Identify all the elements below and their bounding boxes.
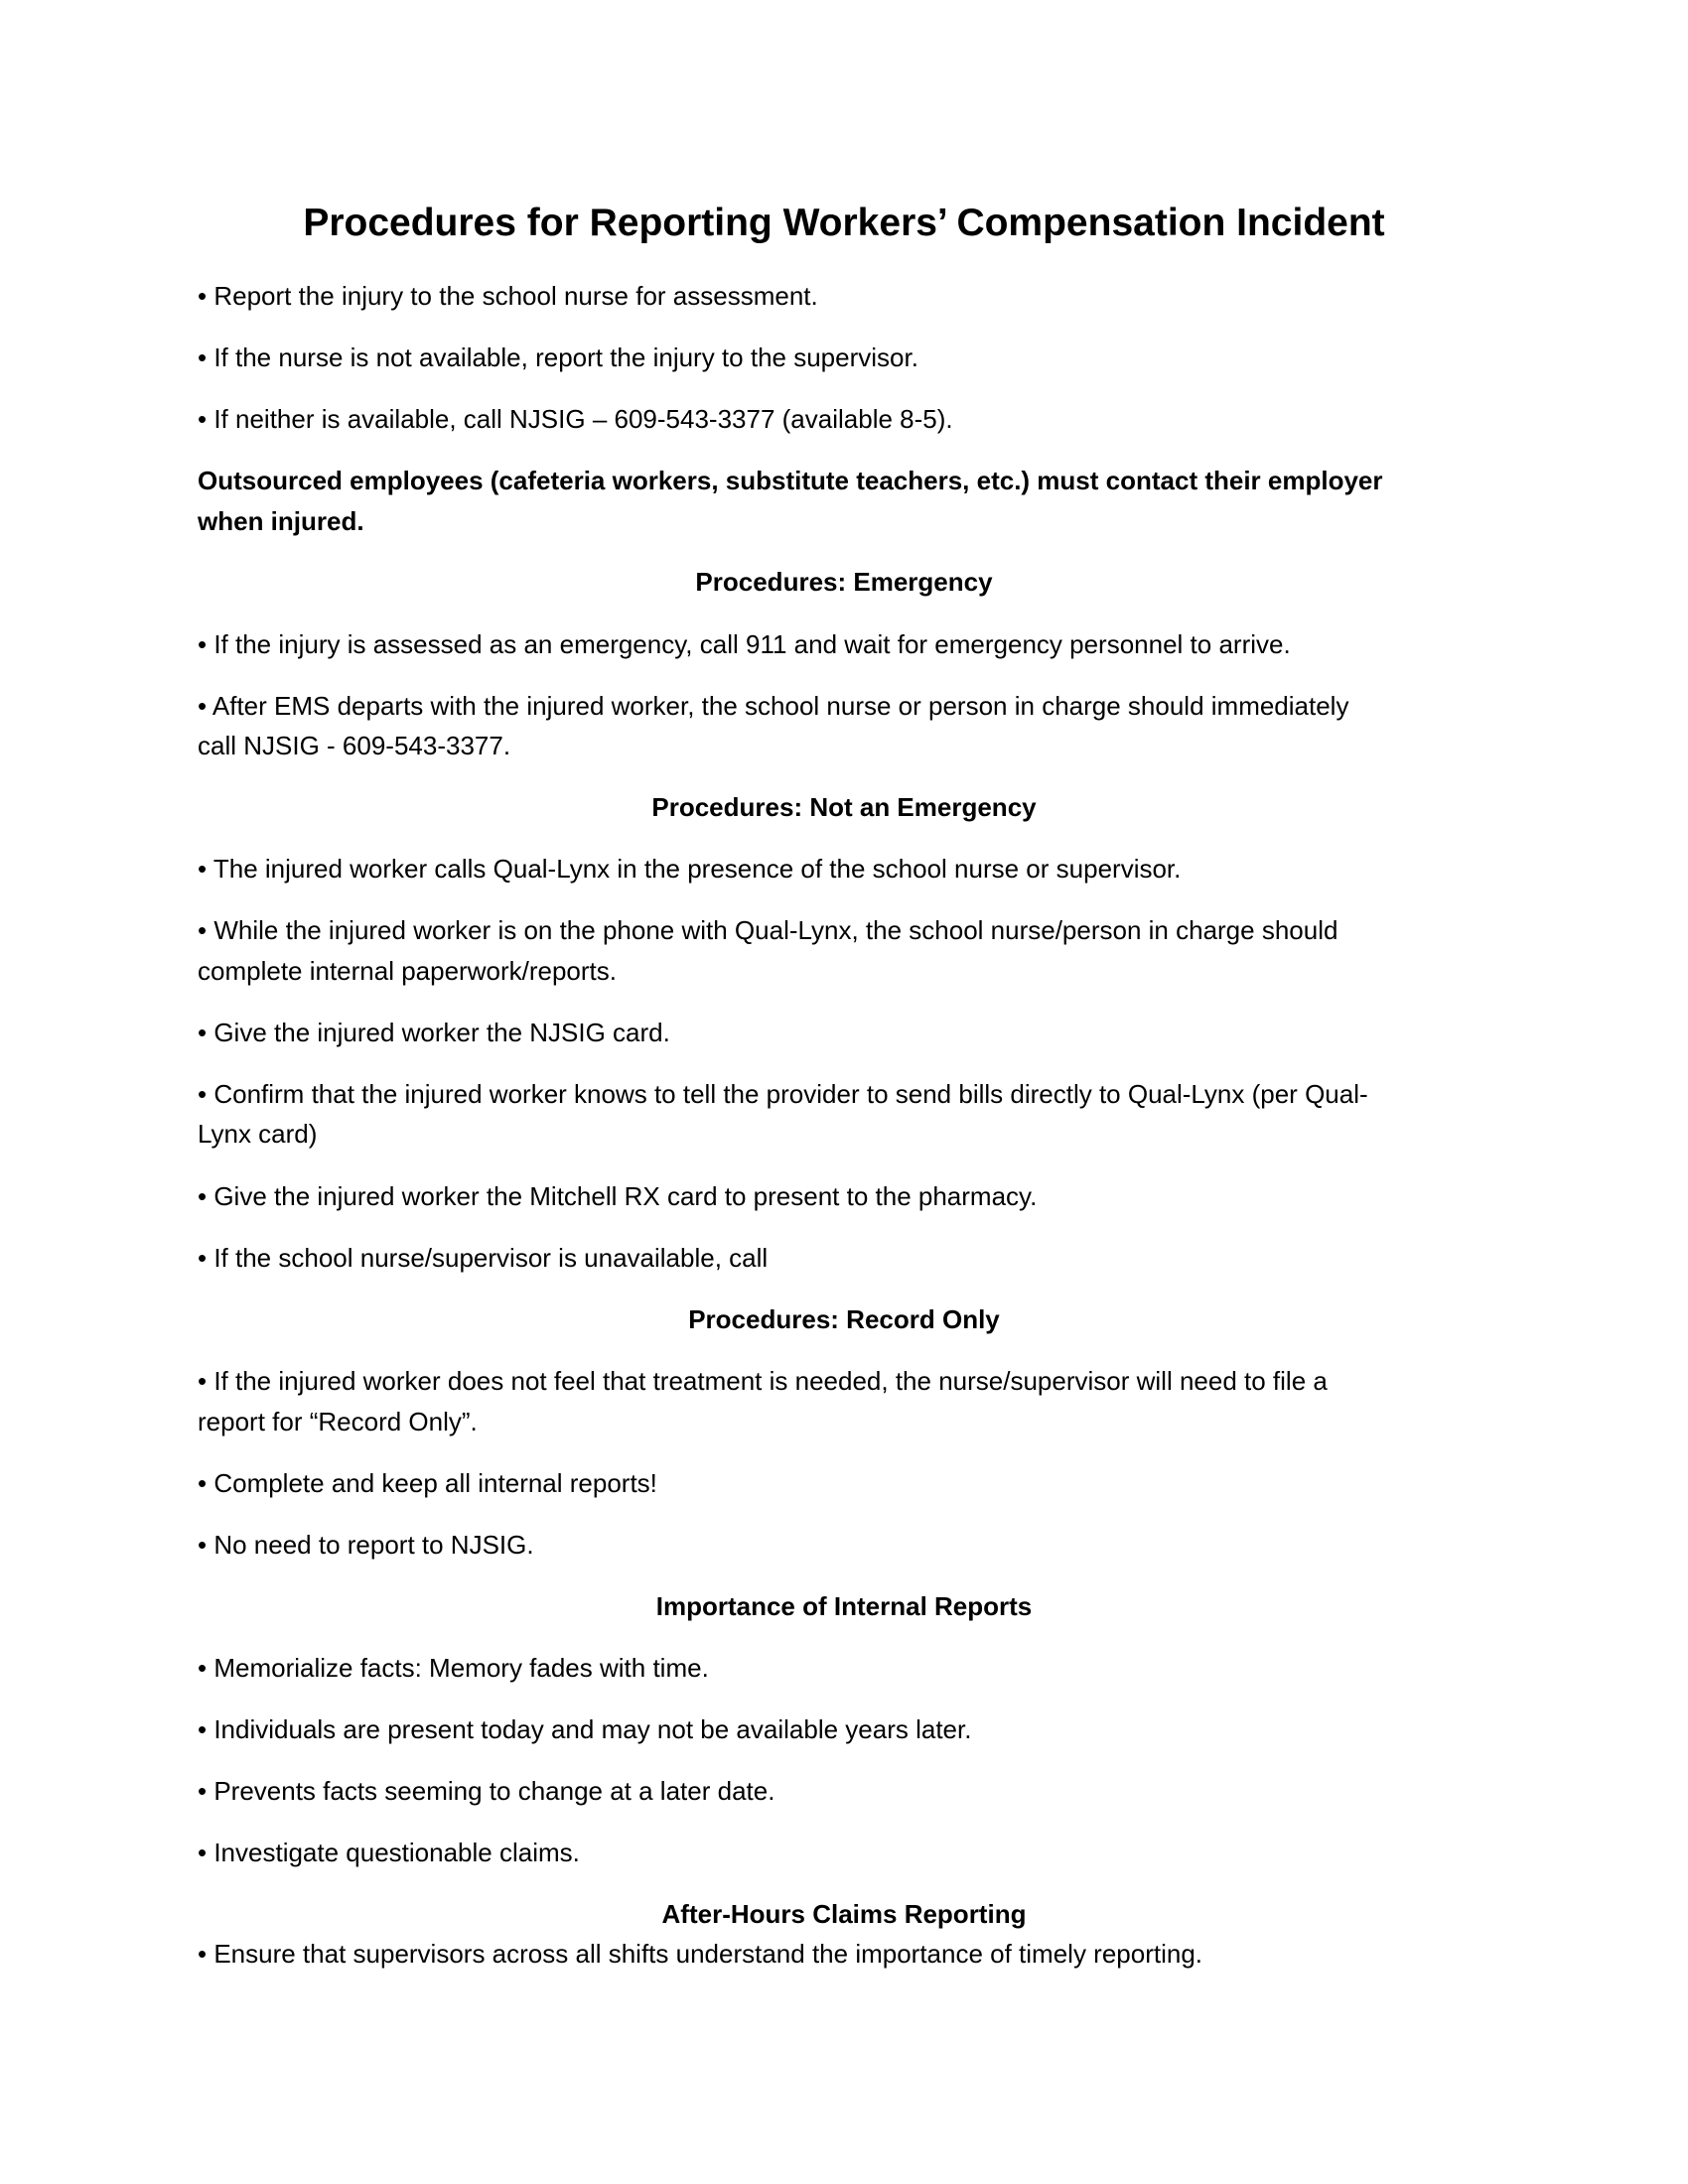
list-item-continued: report for “Record Only”. (198, 1407, 478, 1436)
list-item: • Complete and keep all internal reports! (198, 1468, 657, 1498)
list-item: • The injured worker calls Qual-Lynx in the presence of the school nurse or supervisor. (198, 854, 1182, 884)
list-item: • Prevents facts seeming to change at a later date. (198, 1776, 775, 1806)
section-heading-emergency: Procedures: Emergency (695, 567, 993, 597)
list-item-continued: complete internal paperwork/reports. (198, 956, 617, 986)
list-item: • After EMS departs with the injured worker, the school nurse or person in charge should immediately (198, 691, 1349, 721)
intro-item: • If the nurse is not available, report the injury to the supervisor. (198, 342, 918, 372)
list-item: • Investigate questionable claims. (198, 1838, 580, 1867)
list-item: • Give the injured worker the NJSIG card. (198, 1018, 670, 1047)
list-item: • If the injury is assessed as an emergency, call 911 and wait for emergency personnel to arrive. (198, 629, 1291, 659)
list-item-continued: Lynx card) (198, 1119, 318, 1149)
page-title: Procedures for Reporting Workers’ Compensation Incident (303, 202, 1385, 244)
outsourced-note-continued: when injured. (198, 506, 364, 536)
intro-item: • If neither is available, call NJSIG – 609-543-3377 (available 8-5). (198, 404, 953, 434)
intro-item: • Report the injury to the school nurse for assessment. (198, 281, 818, 311)
section-heading-internal-reports: Importance of Internal Reports (655, 1591, 1033, 1621)
outsourced-note: Outsourced employees (cafeteria workers, substitute teachers, etc.) must contact their employer (198, 466, 1383, 495)
list-item: • Give the injured worker the Mitchell RX card to present to the pharmacy. (198, 1181, 1038, 1211)
list-item: • Confirm that the injured worker knows to tell the provider to send bills directly to Qual-Lynx (per Qual- (198, 1079, 1368, 1109)
list-item: • If the injured worker does not feel that treatment is needed, the nurse/supervisor will need to file a (198, 1366, 1328, 1396)
list-item: • Individuals are present today and may not be available years later. (198, 1714, 972, 1744)
list-item-continued: call NJSIG - 609-543-3377. (198, 731, 511, 760)
section-heading-record-only: Procedures: Record Only (688, 1304, 1000, 1334)
list-item: • Memorialize facts: Memory fades with time. (198, 1653, 709, 1683)
section-heading-after-hours: After-Hours Claims Reporting (661, 1899, 1027, 1929)
section-heading-not-emergency: Procedures: Not an Emergency (651, 792, 1037, 822)
list-item: • Ensure that supervisors across all shifts understand the importance of timely reporting. (198, 1939, 1203, 1969)
list-item: • No need to report to NJSIG. (198, 1530, 534, 1560)
list-item: • While the injured worker is on the phone with Qual-Lynx, the school nurse/person in charge should (198, 915, 1338, 945)
list-item: • If the school nurse/supervisor is unavailable, call (198, 1243, 769, 1273)
